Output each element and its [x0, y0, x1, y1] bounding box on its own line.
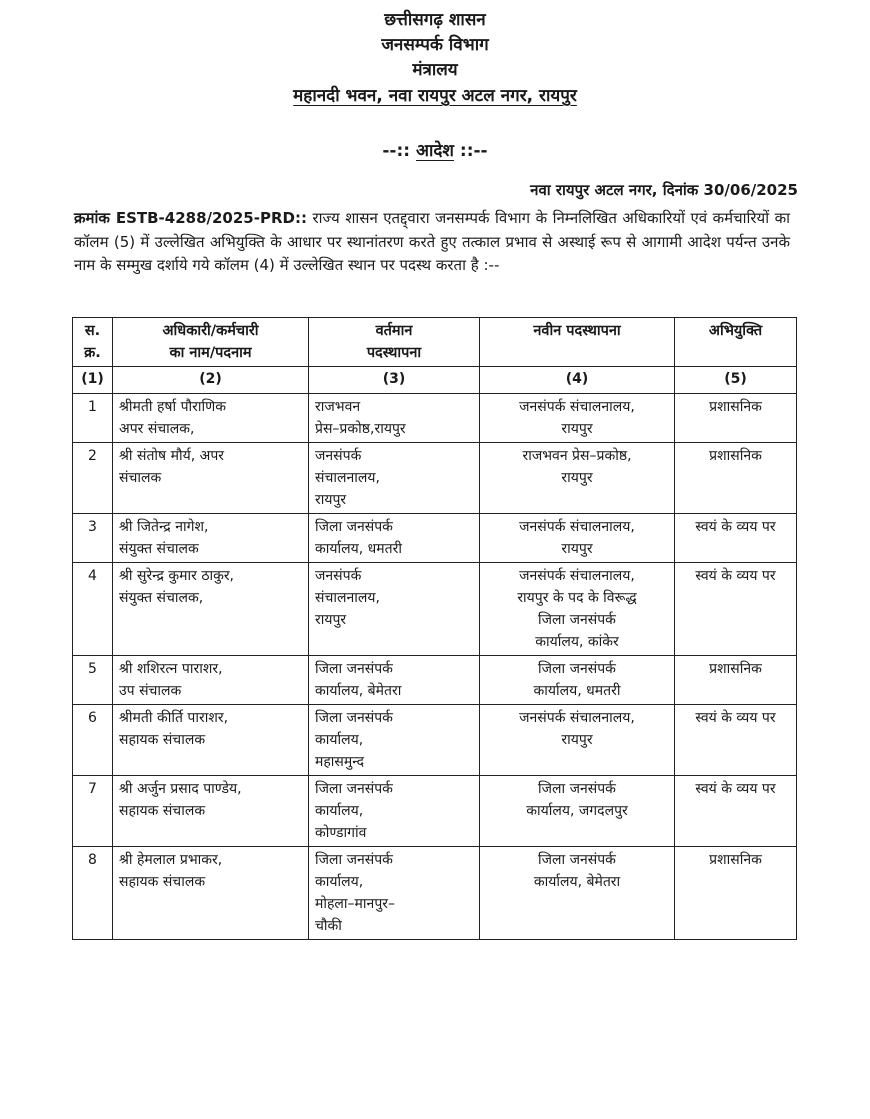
name-cell: श्री अर्जुन प्रसाद पाण्डेय, सहायक संचालक [113, 776, 309, 847]
ministry-name: मंत्रालय [412, 60, 458, 80]
table-row [73, 514, 797, 563]
remark-cell: स्वयं के व्यय पर [675, 514, 797, 563]
order-title [0, 138, 870, 161]
new-posting-cell: जिला जनसंपर्क कार्यालय, बेमेतरा [480, 847, 675, 940]
current-posting-cell: जनसंपर्क संचालनालय, रायपुर [309, 563, 480, 656]
header-serial: स. क्र. [73, 318, 113, 367]
header-new-posting: नवीन पदस्थापना [480, 318, 675, 367]
table-row [73, 847, 797, 940]
table-row [73, 443, 797, 514]
remark-cell: स्वयं के व्यय पर [675, 776, 797, 847]
current-posting-cell: राजभवन प्रेस–प्रकोष्ठ,रायपुर [309, 394, 480, 443]
table-row [73, 776, 797, 847]
order-body [74, 207, 790, 278]
remark-cell: प्रशासनिक [675, 443, 797, 514]
new-posting-cell: जनसंपर्क संचालनालय, रायपुर [480, 394, 675, 443]
order-text: राज्य शासन एतद्द्वारा जनसम्पर्क विभाग के निम्नलिखित अधिकारियों एवं कर्मचारियों का कॉलम (5) में उल्लेखित अभियुक्ति के आधार पर स्थानांतरण करते हुए तत्काल प्रभाव से अस्थाई रूप से आगामी आदेश पर्यन्त उनके नाम के सम्मुख दर्शाये गये कॉलम (4) में उल्लेखित स्थान पर पदस्थ करता है :-- [74, 209, 790, 274]
header-remark: अभियुक्ति [675, 318, 797, 367]
remark-cell: प्रशासनिक [675, 656, 797, 705]
table-row [73, 705, 797, 776]
current-posting-cell: जिला जनसंपर्क कार्यालय, धमतरी [309, 514, 480, 563]
name-cell: श्री सुरेन्द्र कुमार ठाकुर, संयुक्त संचालक, [113, 563, 309, 656]
name-cell: श्री जितेन्द्र नागेश, संयुक्त संचालक [113, 514, 309, 563]
column-number: (5) [675, 367, 797, 394]
transfer-table [72, 317, 797, 940]
name-cell: श्रीमती कीर्ति पाराशर, सहायक संचालक [113, 705, 309, 776]
current-posting-cell: जनसंपर्क संचालनालय, रायपुर [309, 443, 480, 514]
header-current-posting: वर्तमान पदस्थापना [309, 318, 480, 367]
new-posting-cell: राजभवन प्रेस–प्रकोष्ठ, रायपुर [480, 443, 675, 514]
column-number-row [73, 367, 797, 394]
header-name: अधिकारी/कर्मचारी का नाम/पदनाम [113, 318, 309, 367]
serial-cell: 7 [73, 776, 113, 847]
remark-cell: स्वयं के व्यय पर [675, 563, 797, 656]
name-cell: श्री हेमलाल प्रभाकर, सहायक संचालक [113, 847, 309, 940]
address-text: महानदी भवन, नवा रायपुर अटल नगर, रायपुर [293, 86, 577, 106]
serial-cell: 4 [73, 563, 113, 656]
name-cell: श्री शशिरत्न पाराशर, उप संचालक [113, 656, 309, 705]
name-cell: श्रीमती हर्षा पौराणिक अपर संचालक, [113, 394, 309, 443]
order-title-word: आदेश [416, 141, 454, 161]
place-date: नवा रायपुर अटल नगर, दिनांक 30/06/2025 [530, 181, 798, 199]
column-number: (3) [309, 367, 480, 394]
new-posting-cell: जनसंपर्क संचालनालय, रायपुर [480, 705, 675, 776]
current-posting-cell: जिला जनसंपर्क कार्यालय, महासमुन्द [309, 705, 480, 776]
current-posting-cell: जिला जनसंपर्क कार्यालय, बेमेतरा [309, 656, 480, 705]
remark-cell: स्वयं के व्यय पर [675, 705, 797, 776]
new-posting-cell: जनसंपर्क संचालनालय, रायपुर के पद के विरूद्ध जिला जनसंपर्क कार्यालय, कांकेर [480, 563, 675, 656]
address-line [0, 84, 870, 108]
new-posting-cell: जिला जनसंपर्क कार्यालय, धमतरी [480, 656, 675, 705]
current-posting-cell: जिला जनसंपर्क कार्यालय, कोण्डागांव [309, 776, 480, 847]
table-row [73, 656, 797, 705]
remark-cell: प्रशासनिक [675, 847, 797, 940]
column-number: (1) [73, 367, 113, 394]
current-posting-cell: जिला जनसंपर्क कार्यालय, मोहला–मानपुर– चौकी [309, 847, 480, 940]
serial-cell: 6 [73, 705, 113, 776]
serial-cell: 3 [73, 514, 113, 563]
order-title-prefix: --:: [382, 141, 417, 161]
column-number: (2) [113, 367, 309, 394]
serial-cell: 2 [73, 443, 113, 514]
department-name: जनसम्पर्क विभाग [381, 35, 489, 55]
column-number: (4) [480, 367, 675, 394]
table-header-row [73, 318, 797, 367]
table-row [73, 563, 797, 656]
name-cell: श्री संतोष मौर्य, अपर संचालक [113, 443, 309, 514]
new-posting-cell: जिला जनसंपर्क कार्यालय, जगदलपुर [480, 776, 675, 847]
new-posting-cell: जनसंपर्क संचालनालय, रायपुर [480, 514, 675, 563]
govt-name: छत्तीसगढ़ शासन [384, 10, 486, 30]
remark-cell: प्रशासनिक [675, 394, 797, 443]
serial-cell: 1 [73, 394, 113, 443]
serial-cell: 8 [73, 847, 113, 940]
order-title-suffix: ::-- [453, 141, 488, 161]
serial-cell: 5 [73, 656, 113, 705]
table-row [73, 394, 797, 443]
order-reference: क्रमांक ESTB-4288/2025-PRD:: [74, 209, 307, 227]
